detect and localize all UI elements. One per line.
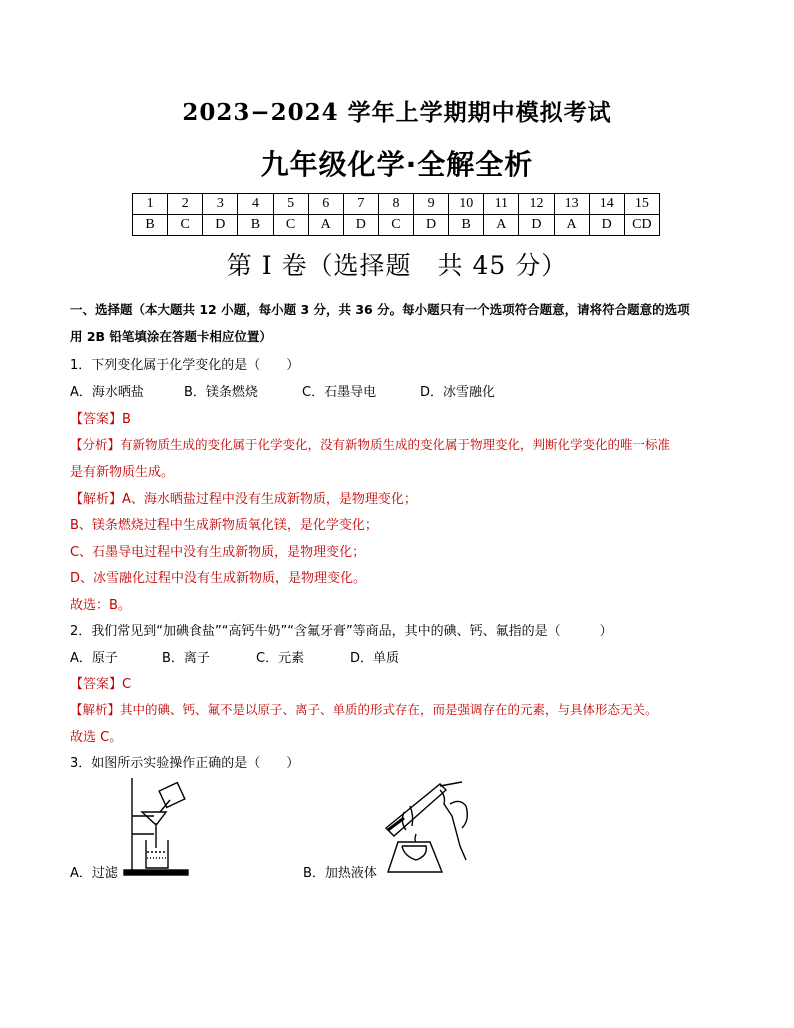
question-number: 7: [343, 194, 378, 215]
question-number: 4: [238, 194, 273, 215]
answer-cell: D: [343, 215, 378, 236]
q1-explain-d: D、冰雪融化过程中没有生成新物质，是物理变化。: [70, 571, 367, 586]
question-number: 10: [449, 194, 484, 215]
q3-option-a: A．过滤: [70, 866, 118, 881]
answer-cell: A: [308, 215, 343, 236]
subtitle: 九年级化学·全解全析: [260, 148, 534, 181]
answer-cell: CD: [624, 215, 659, 236]
q2-stem: 2．我们常见到“加碘食盐”“高钙牛奶”“含氟牙膏”等商品，其中的碘、钙、氟指的是（ ）: [70, 624, 613, 639]
q2-answer: 【答案】C: [70, 677, 132, 692]
q1-explain-b: B、镁条燃烧过程中生成新物质氧化镁，是化学变化；: [70, 518, 378, 533]
q1-conclusion: 故选：B。: [70, 598, 131, 613]
q2-option-c: C．元素: [256, 651, 305, 666]
answer-cell: D: [519, 215, 554, 236]
q1-option-c: C．石墨导电: [302, 385, 377, 400]
q2-explain: 【解析】其中的碘、钙、氟不是以原子、离子、单质的形式存在，而是强调存在的元素，与具体形态无关。: [70, 702, 658, 717]
answer-cell: D: [414, 215, 449, 236]
answer-table-answer-row: [133, 215, 660, 236]
question-number: 13: [554, 194, 589, 215]
question-number: 2: [168, 194, 203, 215]
q1-stem: 1．下列变化属于化学变化的是（ ）: [70, 358, 300, 373]
q2-option-d: D．单质: [350, 651, 400, 666]
answer-table-number-row: [133, 194, 660, 215]
q2-option-b: B．离子: [162, 651, 210, 666]
q2-option-a: A．原子: [70, 651, 118, 666]
q1-options: [70, 381, 495, 400]
question-number: 14: [589, 194, 624, 215]
heating-liquid-image: [380, 776, 480, 878]
answer-cell: D: [203, 215, 238, 236]
instructions-line-1: 一、选择题（本大题共 12 小题，每小题 3 分，共 36 分。每小题只有一个选项符合题意，请将符合题意的选项: [70, 302, 690, 317]
answer-table: [132, 193, 660, 236]
q3-option-b: B．加热液体: [303, 866, 377, 881]
question-number: 5: [273, 194, 308, 215]
q1-analysis-line-2: 是有新物质生成。: [70, 465, 175, 480]
q1-option-d: D．冰雪融化: [420, 385, 496, 400]
instructions-line-2: 用 2B 铅笔填涂在答题卡相应位置）: [70, 329, 272, 344]
q1-option-b: B．镁条燃烧: [184, 385, 258, 400]
answer-cell: A: [484, 215, 519, 236]
question-number: 12: [519, 194, 554, 215]
q1-option-a: A．海水晒盐: [70, 385, 144, 400]
question-number: 6: [308, 194, 343, 215]
exam-title: 2023−2024 学年上学期期中模拟考试: [182, 99, 612, 126]
q2-conclusion: 故选 C。: [70, 730, 123, 745]
q1-explain-c: C、石墨导电过程中没有生成新物质，是物理变化；: [70, 545, 366, 560]
section-title: 第 I 卷（选择题 共 45 分）: [226, 251, 568, 280]
question-number: 11: [484, 194, 519, 215]
question-number: 1: [133, 194, 168, 215]
q1-analysis-line-1: 【分析】有新物质生成的变化属于化学变化，没有新物质生成的变化属于物理变化，判断化学变化的唯一标准: [70, 437, 671, 452]
answer-cell: A: [554, 215, 589, 236]
question-number: 15: [624, 194, 659, 215]
answer-cell: C: [378, 215, 413, 236]
answer-cell: C: [273, 215, 308, 236]
q1-answer: 【答案】B: [70, 412, 131, 427]
q2-options: [70, 647, 399, 666]
answer-cell: C: [168, 215, 203, 236]
answer-cell: D: [589, 215, 624, 236]
q1-explain-a: 【解析】A、海水晒盐过程中没有生成新物质，是物理变化；: [70, 492, 417, 507]
question-number: 3: [203, 194, 238, 215]
answer-cell: B: [133, 215, 168, 236]
question-number: 8: [378, 194, 413, 215]
q3-stem: 3．如图所示实验操作正确的是（ ）: [70, 756, 300, 771]
question-number: 9: [414, 194, 449, 215]
answer-cell: B: [238, 215, 273, 236]
filtration-apparatus-image: [120, 776, 200, 878]
answer-cell: B: [449, 215, 484, 236]
